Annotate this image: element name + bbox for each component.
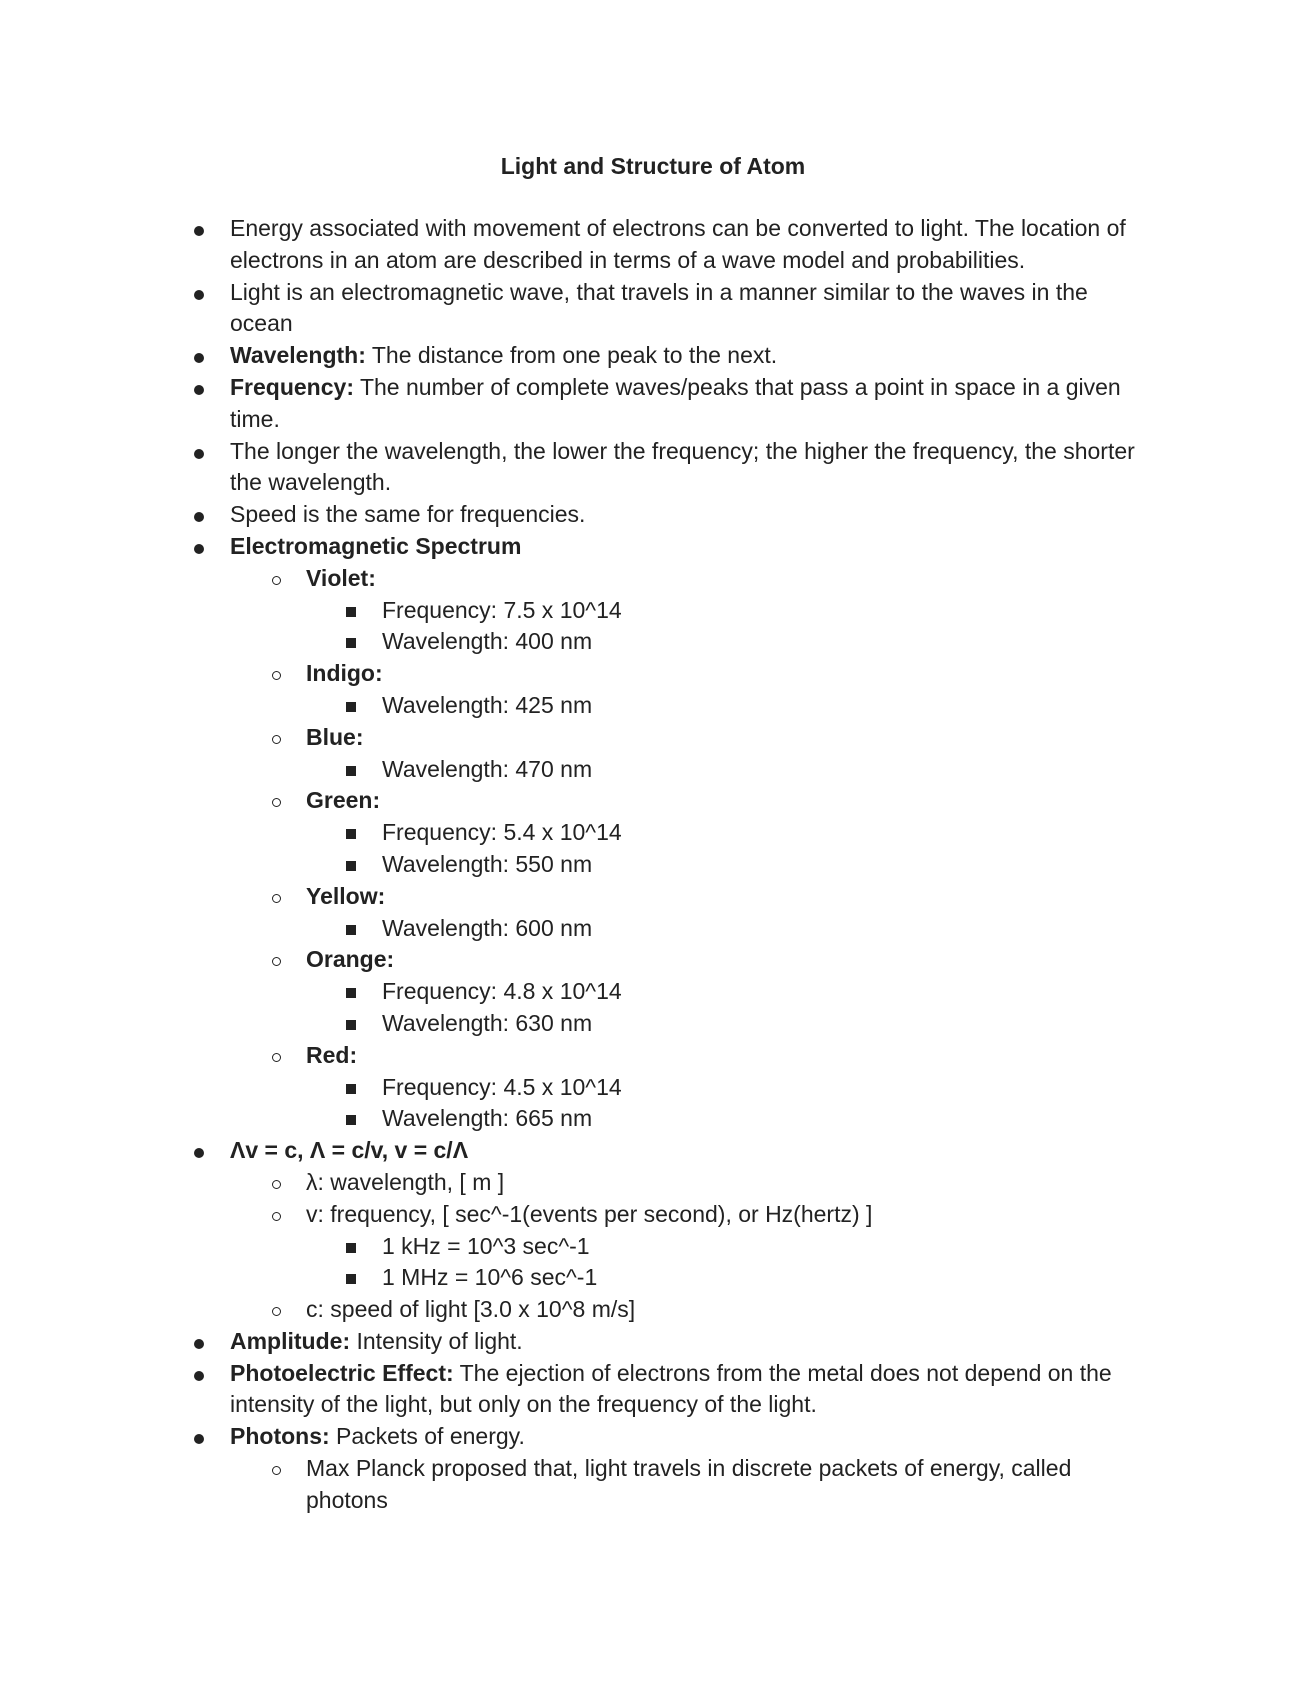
hollow-bullet-icon [272, 1307, 281, 1316]
spectrum-color [190, 785, 1150, 817]
term-text: v: frequency, [ sec^-1(events per second), or Hz(hertz) ] [306, 1200, 873, 1227]
detail-item [190, 976, 1150, 1008]
detail-text: 1 MHz = 10^6 sec^-1 [382, 1264, 598, 1291]
hollow-bullet-icon [272, 576, 281, 585]
square-bullet-icon [346, 1274, 356, 1284]
term-definition: Packets of energy. [329, 1423, 525, 1450]
item-text: The longer the wavelength, the lower the frequency; the higher the frequency, the shorter the wavelength. [230, 437, 1135, 496]
bullet-icon [194, 512, 204, 522]
color-name: Red: [306, 1041, 358, 1068]
square-bullet-icon [346, 638, 356, 648]
square-bullet-icon [346, 702, 356, 712]
bullet-icon [194, 1434, 204, 1444]
color-name: Orange: [306, 946, 395, 973]
term-definition: The ejection of electrons from the metal does not depend on the intensity of the light, but only on the frequency of the light. [230, 1359, 1112, 1418]
term-definition: Intensity of light. [350, 1327, 523, 1354]
bullet-icon [194, 1148, 204, 1158]
square-bullet-icon [346, 925, 356, 935]
list-item-equation [190, 1135, 1150, 1167]
term-label: Amplitude: [230, 1327, 351, 1354]
frequency-units [190, 1231, 1150, 1295]
detail-item [190, 1008, 1150, 1040]
color-details [190, 913, 1150, 945]
square-bullet-icon [346, 1020, 356, 1030]
spectrum-list [190, 1040, 1150, 1072]
spectrum-color [190, 1040, 1150, 1072]
detail-item [190, 817, 1150, 849]
hollow-bullet-icon [272, 957, 281, 966]
list-item [190, 277, 1150, 341]
bullet-icon [194, 226, 204, 236]
color-details [190, 1072, 1150, 1136]
hollow-bullet-icon [272, 1053, 281, 1062]
detail-text: Wavelength: 425 nm [382, 691, 593, 718]
hollow-bullet-icon [272, 894, 281, 903]
photons-sublist [190, 1453, 1150, 1517]
term-label: Frequency: [230, 373, 354, 400]
hollow-bullet-icon [272, 735, 281, 744]
detail-item [190, 1103, 1150, 1135]
list-item-spectrum [190, 531, 1150, 563]
equation-terms [190, 1167, 1150, 1231]
color-name: Blue: [306, 723, 364, 750]
hollow-bullet-icon [272, 798, 281, 807]
sub-item [190, 1453, 1150, 1517]
square-bullet-icon [346, 861, 356, 871]
color-name: Violet: [306, 564, 376, 591]
page-title: Light and Structure of Atom [500, 153, 806, 179]
detail-item [190, 1262, 1150, 1294]
square-bullet-icon [346, 1084, 356, 1094]
detail-text: Frequency: 4.8 x 10^14 [382, 978, 622, 1005]
item-text: Energy associated with movement of electrons can be converted to light. The location of electrons in an atom are described in terms of a wave model and probabilities. [230, 215, 1126, 273]
bullet-icon [194, 353, 204, 363]
detail-item [190, 1231, 1150, 1263]
hollow-bullet-icon [272, 1466, 281, 1475]
main-bullet-list [190, 213, 1150, 563]
term-definition: The number of complete waves/peaks that pass a point in space in a given time. [230, 373, 1121, 432]
equation-term [190, 1294, 1150, 1326]
hollow-bullet-icon [272, 1212, 281, 1221]
list-item [190, 1421, 1150, 1453]
detail-item [190, 1072, 1150, 1104]
square-bullet-icon [346, 829, 356, 839]
notes-content [190, 213, 1150, 1517]
bullet-icon [194, 1339, 204, 1349]
equation: Λv = c, Λ = c/v, v = c/Λ [230, 1137, 469, 1164]
bullet-icon [194, 290, 204, 300]
detail-text: Wavelength: 400 nm [382, 628, 593, 655]
section-heading: Electromagnetic Spectrum [230, 532, 522, 559]
term-label: Wavelength: [230, 342, 366, 369]
square-bullet-icon [346, 766, 356, 776]
spectrum-color [190, 881, 1150, 913]
spectrum-list [190, 563, 1150, 595]
list-item [190, 499, 1150, 531]
list-item [190, 1326, 1150, 1358]
color-name: Green: [306, 787, 381, 814]
detail-item [190, 626, 1150, 658]
color-details [190, 595, 1150, 659]
item-text: Light is an electromagnetic wave, that travels in a manner similar to the waves in the ocean [230, 278, 1088, 337]
color-name: Yellow: [306, 882, 386, 909]
hollow-bullet-icon [272, 671, 281, 680]
spectrum-list [190, 658, 1150, 690]
spectrum-list [190, 785, 1150, 817]
color-details [190, 976, 1150, 1040]
detail-text: Frequency: 5.4 x 10^14 [382, 819, 622, 846]
sub-item-text: Max Planck proposed that, light travels in discrete packets of energy, called photons [306, 1455, 1072, 1513]
detail-text: Frequency: 7.5 x 10^14 [382, 596, 622, 623]
detail-item [190, 913, 1150, 945]
detail-text: Wavelength: 665 nm [382, 1105, 593, 1132]
square-bullet-icon [346, 1115, 356, 1125]
color-details [190, 817, 1150, 881]
detail-text: Wavelength: 630 nm [382, 1009, 593, 1036]
square-bullet-icon [346, 1243, 356, 1253]
bullet-icon [194, 544, 204, 554]
spectrum-color [190, 658, 1150, 690]
term-label: Photons: [230, 1423, 330, 1450]
bullet-icon [194, 449, 204, 459]
hollow-bullet-icon [272, 1180, 281, 1189]
list-item [190, 213, 1150, 277]
color-name: Indigo: [306, 660, 383, 687]
detail-item [190, 690, 1150, 722]
detail-item [190, 754, 1150, 786]
square-bullet-icon [346, 607, 356, 617]
detail-text: Wavelength: 550 nm [382, 850, 593, 877]
main-bullet-list [190, 1135, 1150, 1167]
bullet-icon [194, 385, 204, 395]
equation-term [190, 1199, 1150, 1231]
detail-item [190, 849, 1150, 881]
color-details [190, 754, 1150, 786]
square-bullet-icon [346, 988, 356, 998]
bullet-icon [194, 1371, 204, 1381]
spectrum-list [190, 722, 1150, 754]
detail-item [190, 595, 1150, 627]
detail-text: Frequency: 4.5 x 10^14 [382, 1073, 622, 1100]
spectrum-color [190, 722, 1150, 754]
main-bullet-list [190, 1326, 1150, 1453]
spectrum-list [190, 944, 1150, 976]
item-text: Speed is the same for frequencies. [230, 501, 586, 528]
list-item [190, 436, 1150, 500]
equation-terms [190, 1294, 1150, 1326]
detail-text: Wavelength: 600 nm [382, 914, 593, 941]
list-item [190, 372, 1150, 436]
list-item [190, 340, 1150, 372]
detail-text: 1 kHz = 10^3 sec^-1 [382, 1232, 590, 1259]
list-item [190, 1358, 1150, 1422]
equation-term [190, 1167, 1150, 1199]
spectrum-list [190, 881, 1150, 913]
spectrum-color [190, 944, 1150, 976]
term-label: Photoelectric Effect: [230, 1359, 454, 1386]
detail-text: Wavelength: 470 nm [382, 755, 593, 782]
color-details [190, 690, 1150, 722]
term-text: c: speed of light [3.0 x 10^8 m/s] [306, 1296, 636, 1323]
spectrum-color [190, 563, 1150, 595]
term-definition: The distance from one peak to the next. [365, 342, 778, 369]
term-text: λ: wavelength, [ m ] [306, 1168, 505, 1195]
